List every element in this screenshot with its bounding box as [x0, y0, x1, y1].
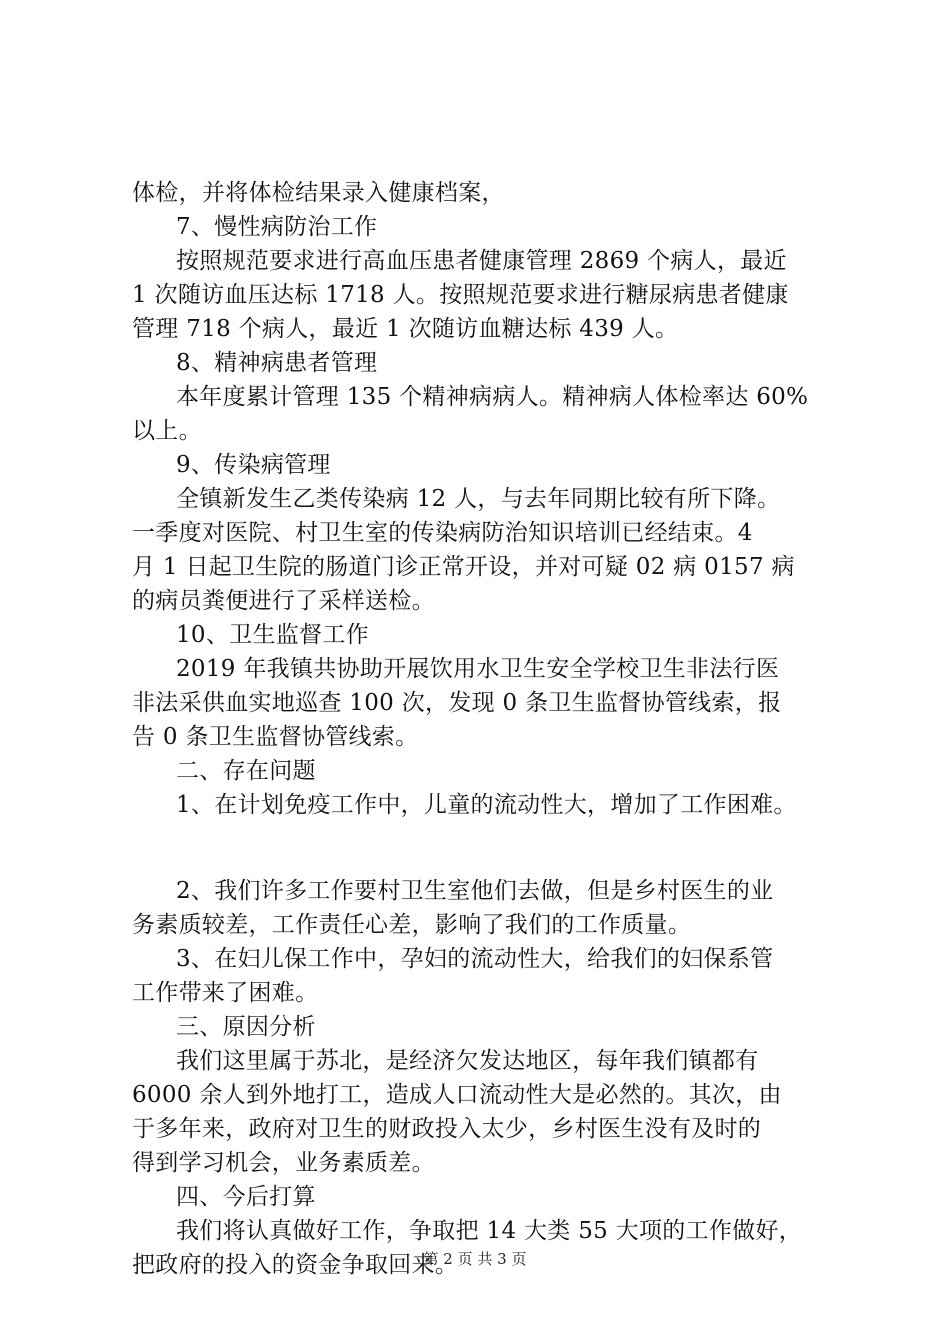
paragraph-line: 全镇新发生乙类传染病 12 人，与去年同期比较有所下降。 [176, 486, 781, 512]
section-heading-mental-illness: 8、精神病患者管理 [176, 350, 378, 376]
paragraph-line: 2019 年我镇共协助开展饮用水卫生安全学校卫生非法行医 [176, 656, 780, 682]
paragraph-line: 本年度累计管理 135 个精神病病人。精神病人体检率达 60% [176, 384, 809, 410]
paragraph-line: 我们将认真做好工作，争取把 14 大类 55 大项的工作做好， [176, 1218, 803, 1244]
paragraph-line: 月 1 日起卫生院的肠道门诊正常开设，并对可疑 02 病 0157 病 [132, 554, 795, 580]
section-heading-health-supervision: 10、卫生监督工作 [176, 622, 369, 648]
page-number-footer: 第 2 页 共 3 页 [423, 1250, 527, 1268]
section-heading-problems: 二、存在问题 [176, 758, 316, 784]
document-body [132, 176, 832, 1282]
paragraph-line: 1、在计划免疫工作中，儿童的流动性大，增加了工作困难。 [176, 792, 797, 818]
paragraph-line: 6000 余人到外地打工，造成人口流动性大是必然的。其次，由 [132, 1082, 782, 1108]
paragraph-line: 工作带来了困难。 [132, 980, 319, 1006]
paragraph-line: 2、我们许多工作要村卫生室他们去做，但是乡村医生的业 [176, 878, 774, 904]
paragraph-line: 于多年来，政府对卫生的财政投入太少，乡村医生没有及时的 [132, 1116, 762, 1142]
paragraph-line: 一季度对医院、村卫生室的传染病防治知识培训已经结束。4 [132, 520, 753, 546]
paragraph-line: 的病员粪便进行了采样送检。 [132, 588, 435, 614]
paragraph-line: 得到学习机会，业务素质差。 [132, 1150, 435, 1176]
section-heading-infectious-disease: 9、传染病管理 [176, 452, 331, 478]
paragraph-gap [132, 822, 832, 874]
paragraph-line: 把政府的投入的资金争取回来。 [132, 1252, 459, 1278]
paragraph-line: 非法采供血实地巡查 100 次，发现 0 条卫生监督协管线索，报 [132, 690, 782, 716]
paragraph-line: 以上。 [132, 418, 202, 444]
paragraph-line: 务素质较差，工作责任心差，影响了我们的工作质量。 [132, 912, 692, 938]
paragraph-line: 体检，并将体检结果录入健康档案， [132, 180, 505, 206]
section-heading-future-plans: 四、今后打算 [176, 1184, 316, 1210]
section-heading-cause-analysis: 三、原因分析 [176, 1014, 316, 1040]
paragraph-line: 按照规范要求进行高血压患者健康管理 2869 个病人，最近 [176, 248, 787, 274]
paragraph-line: 1 次随访血压达标 1718 人。按照规范要求进行糖尿病患者健康 [132, 282, 789, 308]
paragraph-line: 3、在妇儿保工作中，孕妇的流动性大，给我们的妇保系管 [176, 946, 774, 972]
paragraph-line: 我们这里属于苏北，是经济欠发达地区，每年我们镇都有 [176, 1048, 759, 1074]
section-heading-chronic-disease: 7、慢性病防治工作 [176, 214, 378, 240]
paragraph-line: 管理 718 个病人，最近 1 次随访血糖达标 439 人。 [132, 316, 679, 342]
paragraph-line: 告 0 条卫生监督协管线索。 [132, 724, 419, 750]
